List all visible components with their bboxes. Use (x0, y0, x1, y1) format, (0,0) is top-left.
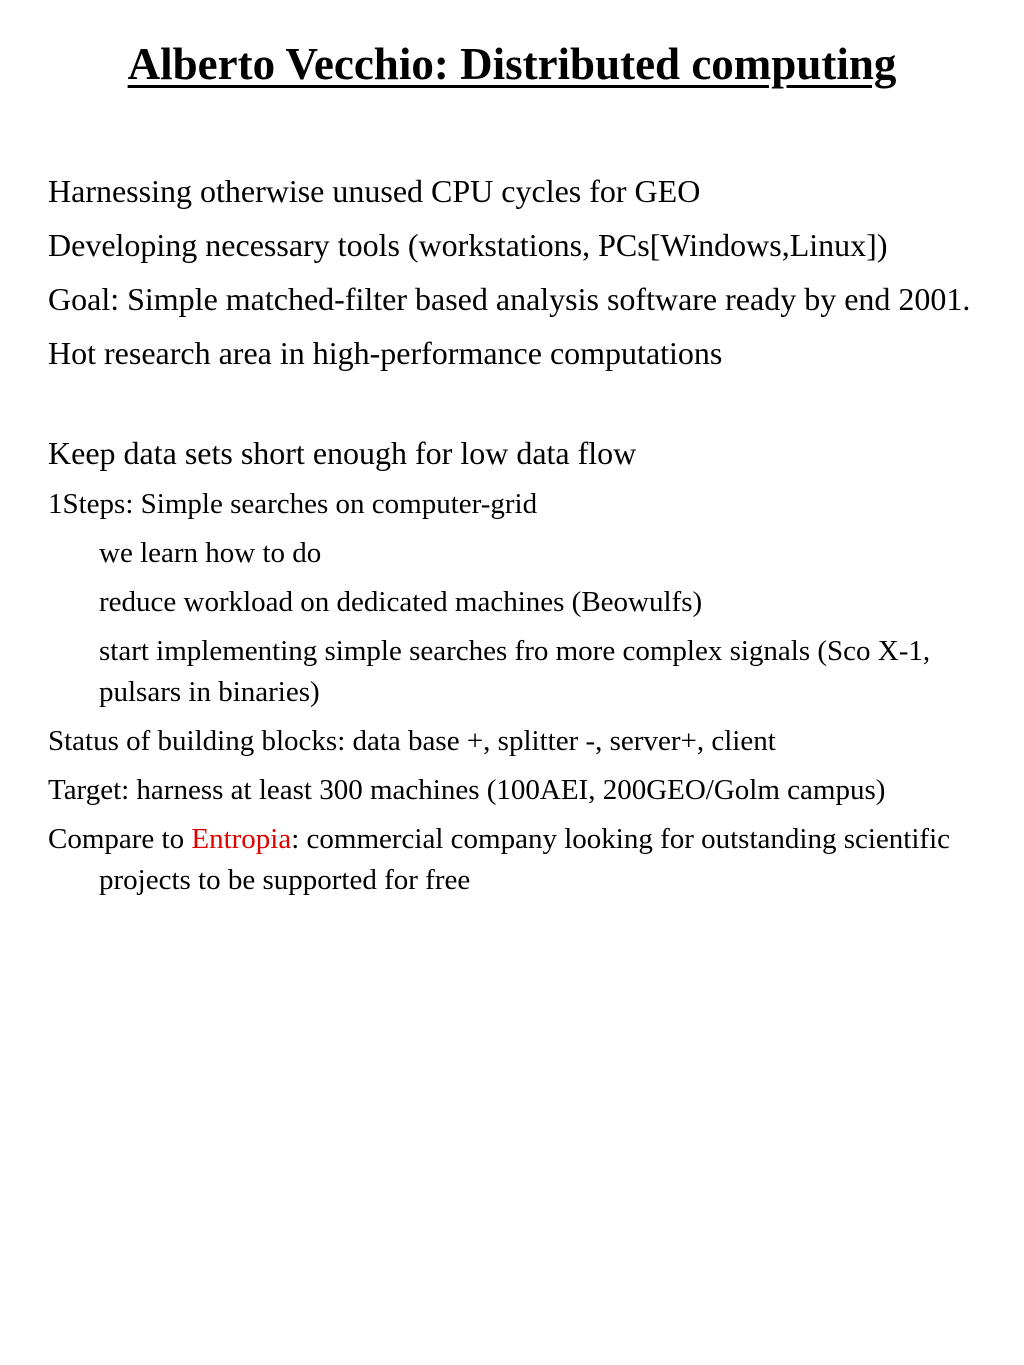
bullet-goal: Goal: Simple matched-filter based analysis software ready by end 2001. (48, 281, 971, 317)
slide-body (48, 168, 993, 909)
sub-item-learn: we learn how to do (99, 537, 322, 569)
compare-prefix: Compare to (48, 823, 192, 855)
entropia-highlight: Entropia (191, 823, 292, 855)
bullet-keep-data-short: Keep data sets short enough for low data flow (48, 435, 637, 471)
bullet-compare (48, 819, 993, 901)
bullet-steps-heading: 1Steps: Simple searches on computer-grid (48, 488, 538, 520)
spacer (48, 384, 993, 430)
bullet-hot-research: Hot research area in high-performance computations (48, 335, 723, 371)
compare-suffix: : commercial company looking for outstanding scientific projects to be supported for free (99, 823, 950, 896)
sub-item-complex-signals: start implementing simple searches fro more complex signals (Sco X-1, pulsars in binaries) (99, 635, 931, 708)
bullet-status: Status of building blocks: data base +, splitter -, server+, client (48, 725, 776, 757)
slide-title: Alberto Vecchio: Distributed computing (127, 39, 897, 89)
bullet-harnessing: Harnessing otherwise unused CPU cycles for GEO (48, 173, 701, 209)
sub-item-reduce-workload: reduce workload on dedicated machines (Beowulfs) (99, 586, 703, 618)
bullet-target: Target: harness at least 300 machines (100AEI, 200GEO/Golm campus) (48, 774, 886, 806)
bullet-developing-tools: Developing necessary tools (workstations, PCs[Windows,Linux]) (48, 227, 888, 263)
